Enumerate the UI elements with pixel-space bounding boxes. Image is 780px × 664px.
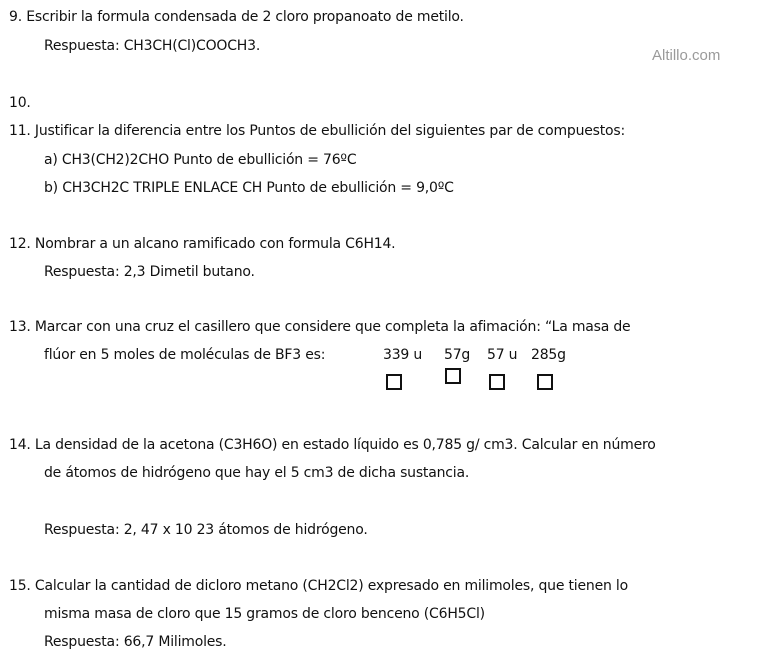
question-11-option-b: b) CH3CH2C TRIPLE ENLACE CH Punto de ebullición = 9,0ºC [44,180,454,196]
watermark: Altillo.com [652,47,721,64]
option-57u: 57 u [487,347,518,363]
option-57g: 57g [444,347,471,363]
question-13-line-1: 13. Marcar con una cruz el casillero que considere que completa la afimación: “La masa de [9,319,631,335]
question-9: 9. Escribir la formula condensada de 2 cloro propanoato de metilo. [9,9,464,25]
checkbox-57u[interactable] [489,374,505,390]
option-285g: 285g [531,347,566,363]
question-15-line-1: 15. Calcular la cantidad de dicloro metano (CH2Cl2) expresado en milimoles, que tienen lo [9,578,628,594]
answer-12: Respuesta: 2,3 Dimetil butano. [44,264,255,280]
checkbox-285g[interactable] [537,374,553,390]
answer-14: Respuesta: 2, 47 x 10 23 átomos de hidrógeno. [44,522,368,538]
option-339u: 339 u [383,347,423,363]
question-11-option-a: a) CH3(CH2)2CHO Punto de ebullición = 76ºC [44,152,357,168]
question-14-line-1: 14. La densidad de la acetona (C3H6O) en estado líquido es 0,785 g/ cm3. Calcular en número [9,437,656,453]
question-10: 10. [9,95,31,111]
question-12: 12. Nombrar a un alcano ramificado con formula C6H14. [9,236,396,252]
answer-9: Respuesta: CH3CH(Cl)COOCH3. [44,38,261,54]
checkbox-57g[interactable] [445,368,461,384]
question-14-line-2: de átomos de hidrógeno que hay el 5 cm3 de dicha sustancia. [44,465,470,481]
question-11: 11. Justificar la diferencia entre los Puntos de ebullición del siguientes par de compuestos: [9,123,626,139]
question-15-line-2: misma masa de cloro que 15 gramos de cloro benceno (C6H5Cl) [44,606,485,622]
answer-15: Respuesta: 66,7 Milimoles. [44,634,227,650]
checkbox-339u[interactable] [386,374,402,390]
question-13-line-2: flúor en 5 moles de moléculas de BF3 es: [44,347,326,363]
